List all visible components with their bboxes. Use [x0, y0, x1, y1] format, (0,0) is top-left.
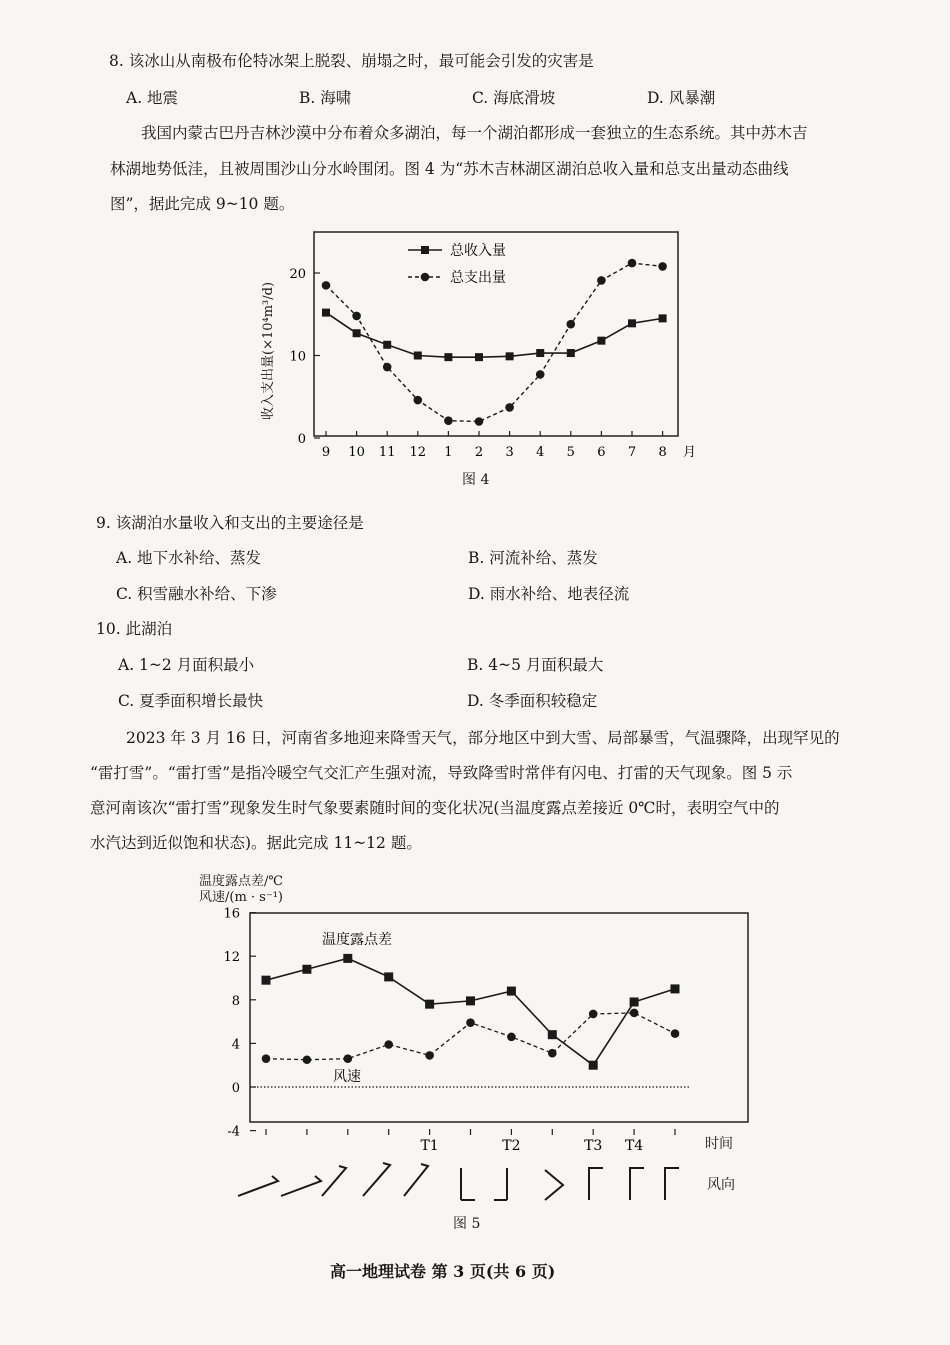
fig5-dewpoint-point	[507, 987, 516, 996]
fig4-income-point	[597, 337, 605, 345]
fig4-expense-point	[597, 276, 606, 285]
fig4-expense-point	[628, 259, 637, 268]
fig4-ytick-label: 20	[289, 267, 306, 282]
fig4-income-point	[414, 352, 422, 360]
fig4-expense-point	[505, 403, 514, 412]
page-footer: 高一地理试卷 第 3 页(共 6 页)	[330, 1262, 556, 1281]
fig4-xtick-label: 3	[505, 445, 514, 460]
fig5-ytick-label: 0	[231, 1081, 240, 1096]
fig4-expense-line	[326, 263, 663, 421]
fig4-ytick-label: 10	[289, 349, 306, 365]
fig4-xtick-label: 1	[444, 445, 453, 460]
fig4-income-point	[628, 319, 636, 327]
fig4-xtick-label: 5	[566, 445, 575, 460]
passage2-line-4: 水汽达到近似饱和状态)。据此完成 11~12 题。	[90, 834, 422, 852]
q9-option-a[interactable]: A. 地下水补给、蒸发	[116, 549, 262, 567]
fig4-income-point	[353, 329, 361, 337]
fig4-expense-point	[475, 417, 484, 426]
fig4-xtick-label: 7	[627, 445, 637, 460]
fig4-income-point	[567, 349, 575, 357]
fig5-dewpoint-point	[343, 954, 352, 963]
wind-barb-icon	[494, 1168, 507, 1200]
fig4-income-point	[383, 341, 391, 349]
fig4-expense-point	[567, 320, 576, 329]
fig5-dewpoint-point	[589, 1061, 598, 1070]
fig4-xtick-label: 2	[474, 445, 484, 460]
fig5-dewpoint-line	[266, 958, 675, 1065]
wind-barb-icon	[281, 1176, 321, 1196]
fig5-windspeed-point	[384, 1040, 393, 1049]
fig4-income-point	[506, 352, 514, 360]
fig4-caption: 图 4	[462, 472, 490, 488]
passage2-line-3: 意河南该次“雷打雪”现象发生时气象要素随时间的变化状况(当温度露点差接近 0℃时，表明空气中的	[90, 799, 780, 817]
wind-barb-icon	[665, 1168, 679, 1200]
fig5-windspeed-point	[548, 1049, 557, 1058]
wind-barb-icon	[545, 1170, 563, 1200]
fig4-xtick-label: 8	[658, 445, 667, 460]
fig5-windspeed-point	[589, 1010, 598, 1019]
fig5-dewpoint-point	[262, 976, 271, 985]
fig5-windspeed-point	[507, 1033, 516, 1042]
q10-option-a[interactable]: A. 1~2 月面积最小	[118, 656, 255, 674]
q10-option-d[interactable]: D. 冬季面积较稳定	[467, 692, 598, 710]
fig4-xtick-label: 10	[348, 445, 365, 460]
wind-barb-icon	[404, 1164, 428, 1196]
passage2-line-2: “雷打雪”。“雷打雪”是指冷暖空气交汇产生强对流，导致降雪时常伴有闪电、打雷的天气现象。图 5 示	[90, 764, 793, 782]
fig5-dewpoint-point	[302, 965, 311, 974]
fig5-dewpoint-point	[384, 972, 393, 981]
fig5-time-marker: T1	[420, 1138, 439, 1154]
fig4-income-point	[322, 309, 330, 317]
fig4-xtick-label: 12	[409, 445, 427, 460]
fig4-income-point	[536, 349, 544, 357]
passage2-line-1: 2023 年 3 月 16 日，河南省多地迎来降雪天气，部分地区中到大雪、局部暴雪，气温骤降，出现罕见的	[126, 729, 840, 747]
fig5-ytick-label: 4	[231, 1037, 240, 1053]
fig4-xtick-label: 4	[536, 445, 545, 460]
fig5-ytick-label: 12	[223, 950, 240, 966]
fig5-time-label: 时间	[705, 1136, 733, 1152]
q9-option-c[interactable]: C. 积雪融水补给、下渗	[116, 585, 277, 603]
wind-barb-icon	[322, 1166, 346, 1196]
q8-stem: 8. 该冰山从南极布伦特冰架上脱裂、崩塌之时，最可能会引发的灾害是	[109, 52, 594, 70]
fig4-income-point	[444, 353, 452, 361]
fig4-expense-point	[322, 281, 331, 290]
q9-option-d[interactable]: D. 雨水补给、地表径流	[468, 585, 630, 603]
fig4-expense-point	[536, 370, 545, 379]
fig5-windspeed-point	[425, 1051, 434, 1060]
wind-barb-icon	[238, 1176, 278, 1196]
passage1-line-1: 我国内蒙古巴丹吉林沙漠中分布着众多湖泊，每一个湖泊都形成一套独立的生态系统。其中苏木吉	[141, 124, 808, 142]
wind-barb-icon	[461, 1168, 475, 1200]
fig4-expense-point	[414, 396, 423, 405]
fig4-frame	[314, 232, 678, 436]
fig5-dewpoint-label: 温度露点差	[322, 932, 392, 948]
q8-option-c[interactable]: C. 海底滑坡	[472, 89, 556, 107]
fig4-expense-point	[352, 312, 361, 321]
fig5-chart	[0, 900, 950, 1220]
q8-option-d[interactable]: D. 风暴潮	[647, 89, 716, 107]
fig5-caption: 图 5	[453, 1216, 481, 1232]
fig4-income-point	[659, 314, 667, 322]
fig5-ytick-label: -4	[227, 1124, 240, 1140]
fig5-windspeed-point	[630, 1009, 639, 1018]
fig4-income-point	[475, 353, 483, 361]
fig5-dewpoint-point	[630, 997, 639, 1006]
q8-option-b[interactable]: B. 海啸	[299, 89, 352, 107]
fig4-xtick-label: 9	[321, 445, 331, 460]
q10-option-b[interactable]: B. 4~5 月面积最大	[467, 656, 604, 674]
fig5-time-marker: T2	[502, 1138, 521, 1154]
fig5-time-marker: T3	[584, 1138, 603, 1154]
passage1-line-3: 图”，据此完成 9~10 题。	[110, 195, 295, 213]
fig4-legend-income-label: 总收入量	[450, 243, 506, 259]
fig5-dewpoint-point	[671, 984, 680, 993]
fig5-ylabel-wind: 风速/(m · s⁻¹)	[199, 890, 283, 905]
fig5-dewpoint-point	[466, 996, 475, 1005]
fig4-legend-expense-label: 总支出量	[450, 270, 506, 286]
q9-option-b[interactable]: B. 河流补给、蒸发	[468, 549, 598, 567]
fig5-ylabel-temp: 温度露点差/℃	[199, 874, 283, 889]
fig4-ylabel: 收入支出量(×10⁴m³/d)	[261, 281, 276, 420]
wind-barb-icon	[363, 1163, 390, 1196]
fig4-expense-point	[444, 416, 453, 425]
fig5-windspeed-point	[466, 1018, 475, 1027]
fig4-legend-expense-marker	[421, 273, 430, 282]
fig5-wind-line-label: 风速	[333, 1069, 361, 1085]
fig5-windspeed-point	[262, 1054, 271, 1063]
fig4-legend-income-marker	[421, 246, 429, 254]
q8-option-a[interactable]: A. 地震	[126, 89, 179, 107]
fig5-windspeed-point	[303, 1055, 312, 1064]
fig4-xtick-label: 11	[378, 445, 396, 460]
fig4-xtick-label: 6	[597, 445, 606, 460]
fig4-xunit: 月	[683, 445, 697, 460]
fig5-windspeed-point	[671, 1029, 680, 1038]
q9-stem: 9. 该湖泊水量收入和支出的主要途径是	[96, 514, 364, 532]
fig5-time-marker: T4	[624, 1138, 644, 1154]
fig5-wind-dir-label: 风向	[707, 1177, 735, 1193]
fig4-ytick-label: 0	[297, 432, 306, 447]
passage1-line-2: 林湖地势低洼，且被周围沙山分水岭围闭。图 4 为“苏木吉林湖区湖泊总收入量和总支出量动态曲线	[110, 160, 789, 178]
fig4-income-line	[326, 313, 663, 358]
fig4-expense-point	[383, 363, 392, 372]
fig5-windspeed-point	[344, 1054, 353, 1063]
q10-option-c[interactable]: C. 夏季面积增长最快	[118, 692, 264, 710]
wind-barb-icon	[630, 1168, 644, 1200]
fig4-expense-point	[658, 262, 667, 271]
q10-stem: 10. 此湖泊	[96, 620, 173, 638]
fig5-dewpoint-point	[548, 1030, 557, 1039]
fig5-ytick-label: 16	[223, 906, 240, 922]
fig5-dewpoint-point	[425, 1000, 434, 1009]
wind-barb-icon	[589, 1168, 603, 1200]
fig5-ytick-label: 8	[231, 993, 240, 1009]
